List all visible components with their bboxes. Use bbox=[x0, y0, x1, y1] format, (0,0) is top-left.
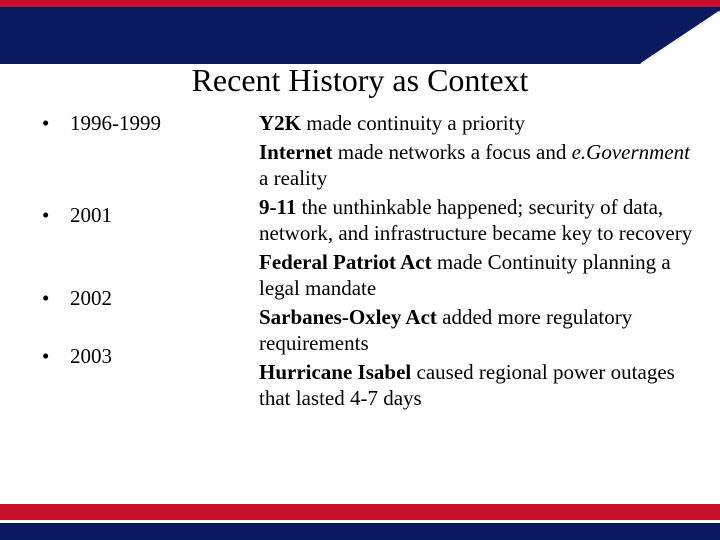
bullet-year: 2003 bbox=[70, 344, 112, 368]
detail-item bbox=[259, 304, 699, 356]
detail-keyword: Hurricane Isabel bbox=[259, 360, 412, 384]
detail-text: made networks a focus and bbox=[332, 140, 572, 164]
bullet-item: • 2003 bbox=[42, 344, 112, 368]
star-icon: ★ bbox=[684, 40, 692, 49]
detail-text: made Continuity planning a legal mandate bbox=[259, 250, 671, 300]
bullet-item: • 2002 bbox=[42, 286, 112, 310]
detail-item bbox=[259, 110, 699, 136]
footer-banner bbox=[0, 500, 720, 540]
detail-keyword: Sarbanes-Oxley Act bbox=[259, 305, 437, 329]
star-icon: ★ bbox=[694, 40, 702, 49]
bullet-item: • 2001 bbox=[42, 203, 112, 227]
detail-keyword: 9-11 bbox=[259, 195, 297, 219]
detail-text: the unthinkable happened; security of data, network, and infrastructure became key to recovery bbox=[259, 195, 693, 245]
detail-keyword: Y2K bbox=[259, 111, 301, 135]
detail-item bbox=[259, 359, 699, 411]
detail-keyword: Federal Patriot Act bbox=[259, 250, 432, 274]
detail-text: made continuity a priority bbox=[301, 111, 525, 135]
event-details bbox=[259, 110, 699, 414]
bullet-year: 1996-1999 bbox=[70, 111, 161, 135]
header-banner bbox=[0, 0, 720, 64]
bullet-item: • 1996-1999 bbox=[42, 111, 161, 135]
detail-text: caused regional power outages that lasted 4-7 days bbox=[259, 360, 675, 410]
detail-text: added more regulatory requirements bbox=[259, 305, 633, 355]
star-icon: ★ bbox=[674, 40, 682, 49]
slide-title: Recent History as Context bbox=[191, 62, 529, 98]
detail-item bbox=[259, 139, 699, 191]
flag-bar bbox=[674, 51, 702, 55]
detail-item bbox=[259, 249, 699, 301]
detail-keyword: Internet bbox=[259, 140, 333, 164]
detail-text: a reality bbox=[259, 166, 328, 190]
bullet-year: 2001 bbox=[70, 203, 112, 227]
detail-emphasis: e.Government bbox=[571, 140, 690, 164]
detail-item bbox=[259, 194, 699, 246]
bullet-year: 2002 bbox=[70, 286, 112, 310]
